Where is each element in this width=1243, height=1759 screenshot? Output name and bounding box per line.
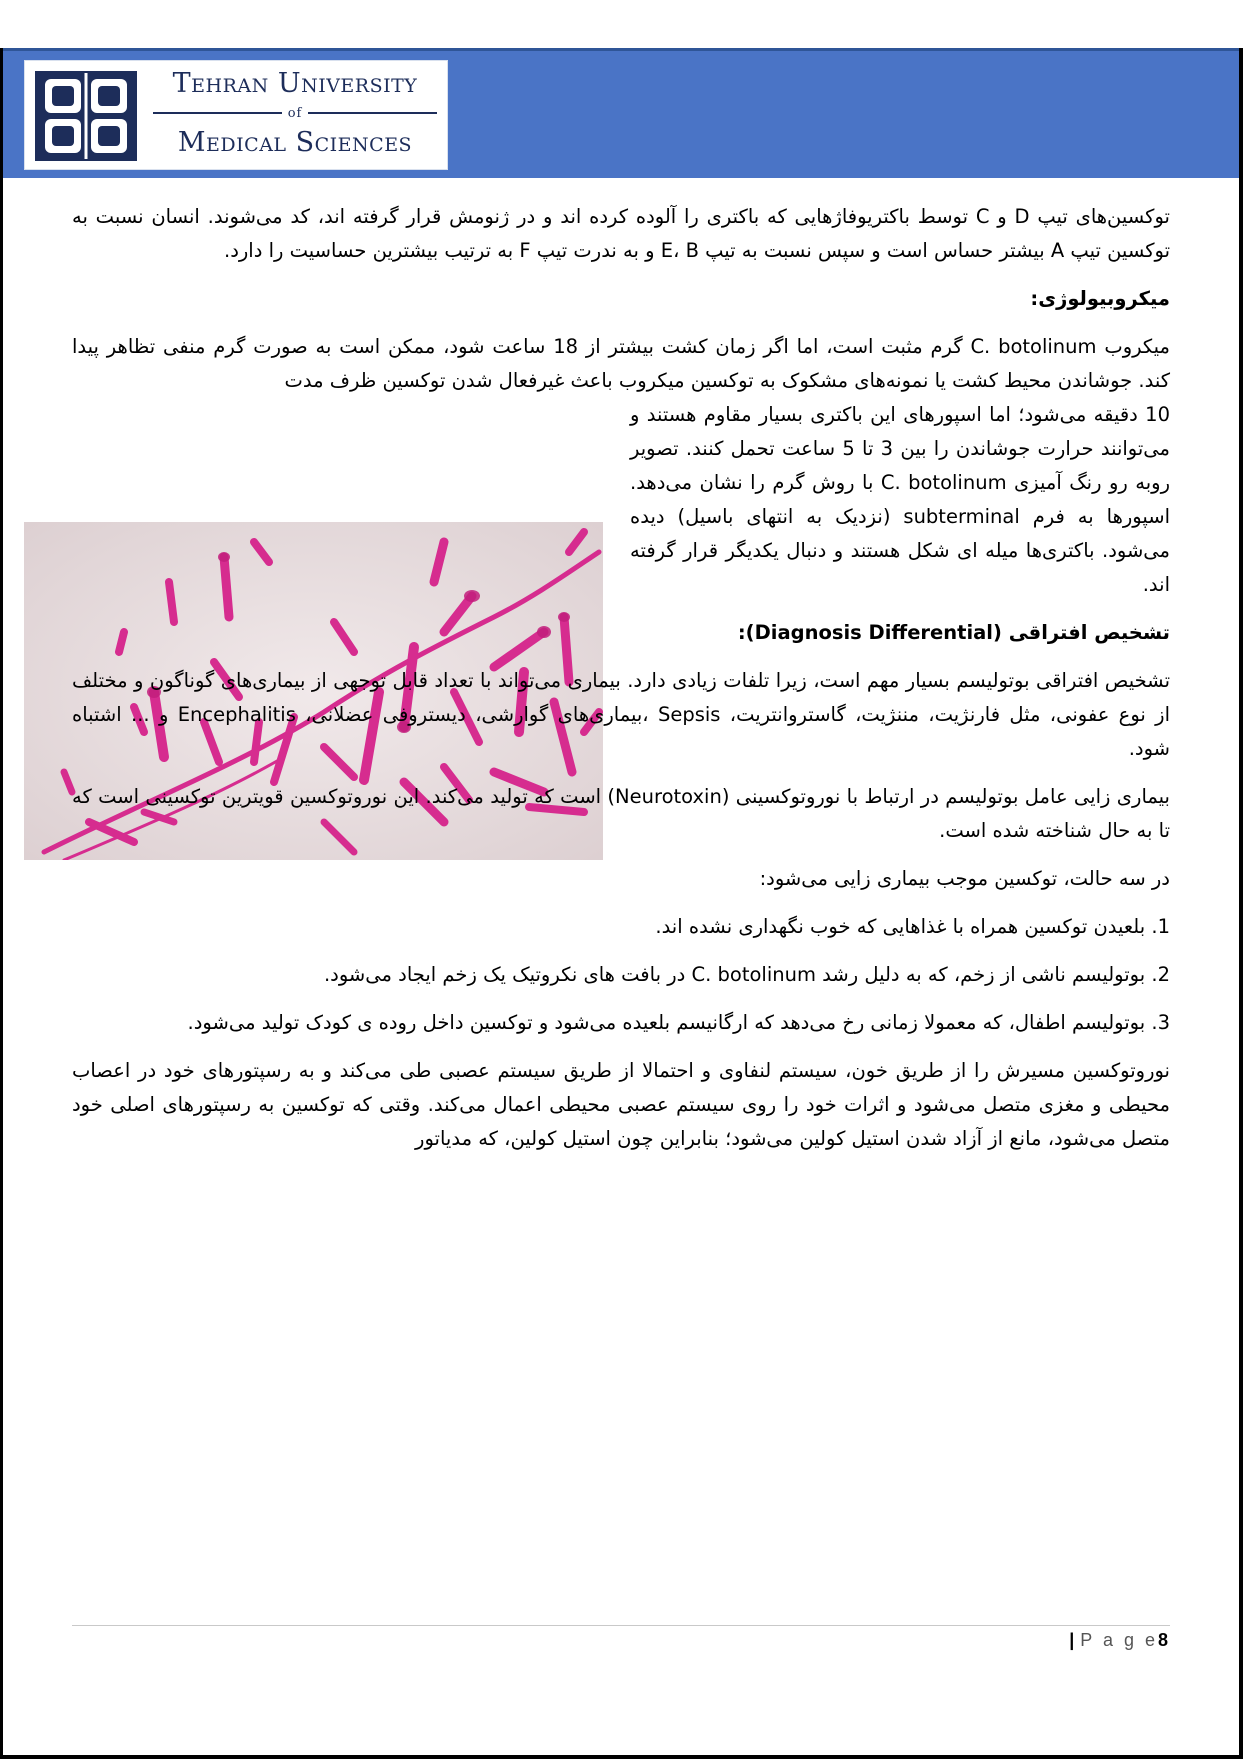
logo-emblem-icon [31, 67, 141, 165]
document-body [72, 200, 1170, 1170]
logo-line1: Tehran University [172, 68, 418, 99]
list-item: 2. بوتولیسم ناشی از زخم، که به دلیل رشد C. botolinum در بافت های نکروتیک یک زخم ایجاد می‌شود. [323, 963, 1170, 986]
heading-differential-diagnosis: تشخیص افتراقی (Diagnosis Differential): [737, 621, 1170, 644]
footer-divider [72, 1625, 1170, 1626]
heading-microbiology: میکروبیولوژی: [1030, 287, 1170, 310]
paragraph-microbiology-cont: 10 دقیقه می‌شود؛ اما اسپورهای این باکتری بسیار مقاوم هستند و می‌توانند حرارت جوشاندن را بین 3 تا 5 ساعت تحمل کنند. تصویر روبه رو رنگ آمیزی C. botolinum با روش گرم را نشان می‌دهد. اسپورها به فرم subterminal (نزدیک به انتهای باسیل) دیده می‌شود. باکتری‌ها میله ای شکل هستند و دنبال یکدیگر قرار گرفته اند. [630, 403, 1171, 596]
list-item: 3. بوتولیسم اطفال، که معمولا زمانی رخ می‌دهد که ارگانیسم بلعیده می‌شود و توکسین داخل روده ی کودک تولید می‌شود. [187, 1011, 1170, 1034]
list-item: 1. بلعیدن توکسین همراه با غذاهایی که خوب نگهداری نشده اند. [655, 915, 1170, 938]
page-number: | P a g e8 [1069, 1630, 1171, 1650]
logo-wordmark [147, 67, 443, 165]
paragraph-microbiology: میکروب C. botolinum گرم مثبت است، اما اگر زمان کشت بیشتر از 18 ساعت شود، ممکن است به صورت گرم منفی تظاهر پیدا کند. جوشاندن محیط کشت یا نمونه‌های مشکوک به توکسین میکروب باعث غیرفعال شدن توکسین ظرف مدت [72, 335, 1170, 392]
paragraph-differential: تشخیص افتراقی بوتولیسم بسیار مهم است، زیرا تلفات زیادی دارد. بیماری می‌تواند با تعداد قابل توجهی از بیماری‌های گوناگون و مختلف از نوع عفونی، مثل فارنژیت، مننژیت، گاستروانتریت، Sepsis ،بیماری‌های گوارشی، دیستروفی عضلانی، Encephalitis و ... اشتباه شود. [72, 669, 1170, 760]
paragraph-mechanism: نوروتوکسین مسیرش را از طریق خون، سیستم لنفاوی و احتمالا از طریق سیستم عصبی طی می‌کند و به رسپتورهای خود در اعصاب محیطی و مغزی متصل می‌شود و اثرات خود را روی سیستم عصبی محیطی اعمال می‌کند. وقتی که توکسین به رسپتورهای اصلی خود متصل می‌شود، مانع از آزاد شدن استیل کولین می‌شود؛ بنابراین چون استیل کولین، که مدیاتور [72, 1059, 1170, 1150]
logo-line3: Medical Sciences [177, 127, 413, 158]
paragraph-toxin-types: توکسین‌های تیپ D و C توسط باکتریوفاژهایی که باکتری را آلوده کرده اند و در ژنومش قرار گرفته اند، کد می‌شوند. انسان نسبت به توکسین تیپ A بیشتر حساس است و سپس نسبت به تیپ E، B و به ندرت تیپ F به ترتیب بیشترین حساسیت را دارد. [72, 205, 1170, 262]
university-logo [24, 60, 448, 170]
paragraph-neurotoxin: بیماری زایی عامل بوتولیسم در ارتباط با نوروتوکسینی (Neurotoxin) است که تولید می‌کند. این نوروتوکسین قویترین توکسینی است که تا به حال شناخته شده است. [72, 785, 1170, 842]
logo-of: of [147, 101, 443, 125]
paragraph-three-states: در سه حالت، توکسین موجب بیماری زایی می‌شود: [759, 867, 1170, 890]
